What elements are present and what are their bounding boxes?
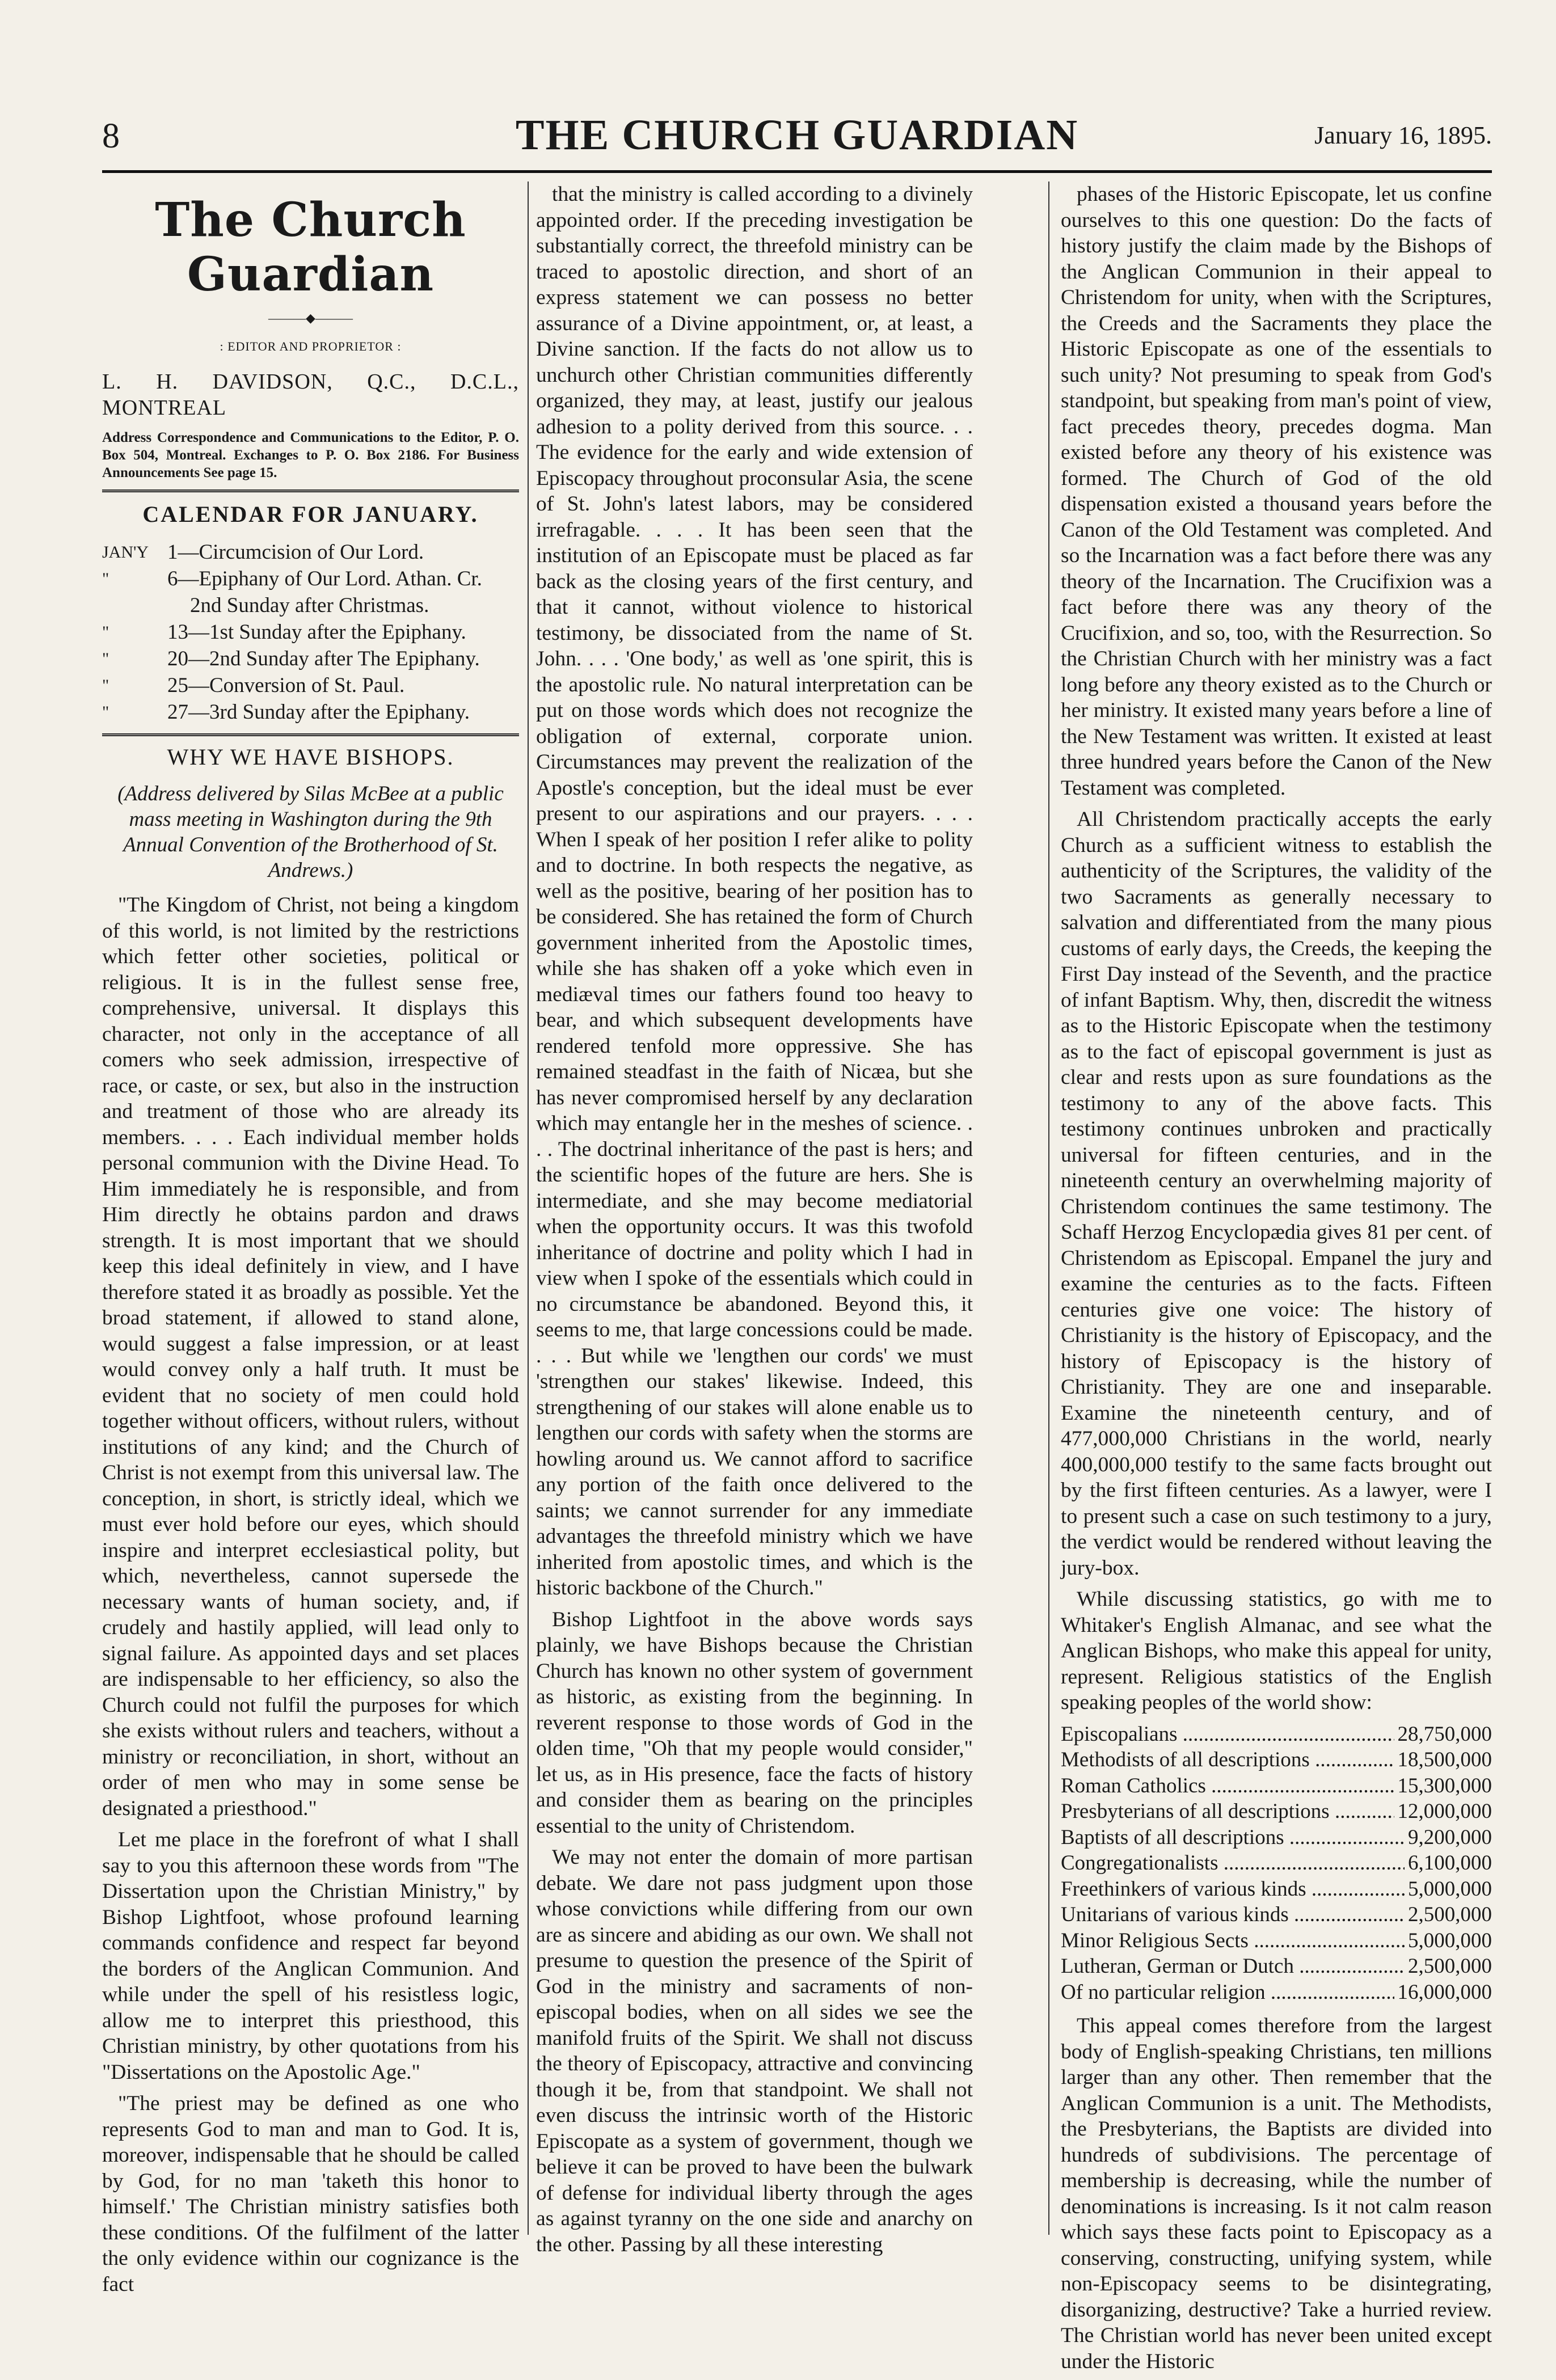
stat-row (1061, 1721, 1492, 1748)
stat-row (1061, 1953, 1492, 1980)
stat-value: 15,300,000 (1397, 1774, 1492, 1797)
calendar-entry (102, 699, 519, 725)
stat-label: Baptists of all descriptions ..... (1061, 1825, 1405, 1851)
calendar-text: 2nd Sunday after Christmas. (190, 593, 429, 617)
stat-row (1061, 1825, 1492, 1851)
article-paragraph: Bishop Lightfoot in the above words says plainly, we have Bishops because the Christian Church has known no other system of government as historic, as existing from the beginning. In reverent response to those words of God in the olden time, "Oh that my people would consider," let us, as in His presence, face the facts of history and consider them as bearing on the principles essential to the unity of Christendom. (536, 1607, 973, 1838)
header-rule (102, 170, 1492, 173)
issue-date: January 16, 1895. (1314, 121, 1492, 149)
stat-value: 16,000,000 (1397, 1980, 1492, 2004)
column-2-body (536, 182, 973, 2257)
stat-row (1061, 1902, 1492, 1928)
calendar-mark: " (102, 702, 109, 721)
calendar-entry (102, 566, 519, 592)
stat-label: Presbyterians of all descriptions ..... (1061, 1799, 1394, 1825)
stat-label: Of no particular religion ..... (1061, 1980, 1394, 2006)
stat-label: Unitarians of various kinds ..... (1061, 1902, 1405, 1928)
statistics-table (1061, 1721, 1492, 2006)
article-paragraph: that the ministry is called according to a divinely appointed order. If the preceding investigation be substantially correct, the threefold ministry can be traced to apostolic direction, and short of an express statement we can possess no better assurance of a Divine appointment, or, at least, a Divine sanction. If the facts do not allow us to unchurch other Christian communities differently organized, they may, at least, justify our jealous adhesion to a polity derived from this source. . . The evidence for the early and wide extension of Episcopacy throughout proconsular Asia, the scene of St. John's latest labors, may be considered irrefragable. . . . It has been seen that the institution of an Episcopate must be placed as far back as the closing years of the first century, and that it cannot, without violence to historical testimony, be dissociated from the name of St. John. . . . 'One body,' as well as 'one spirit, this is the apostolic rule. No natural interpretation can be put on those words which does not recognize the obligation of external, corporate union. Circumstances may prevent the realization of the Apostle's conception, but the ideal must be ever present to our aspirations and our prayers. . . . When I speak of her position I refer alike to polity and to doctrine. In both respects the negative, as well as the positive, bearing of her position has to be considered. She has retained the form of Church government inherited from the Apostolic times, while she has shaken off a yoke which even in mediæval times our fathers found too heavy to bear, and which subsequent developments have rendered tenfold more oppressive. She has remained steadfast in the faith of Nicæa, but she has never compromised herself by any declaration which may entangle her in the meshes of science. . . . The doctrinal inheritance of the past is hers; and the scientific hopes of the future are hers. She is intermediate, and she may become mediatorial when the opportunity occurs. It was this twofold inheritance of doctrine and polity which I had in view when I spoke of the essentials which could in no circumstance be abandoned. Beyond this, it seems to me, that large concessions could be made. . . . But while we 'lengthen our cords' we must 'strengthen our stakes' likewise. Indeed, this strengthening of our stakes will alone enable us to lengthen our cords with safety when the storms are howling around us. We cannot afford to sacrifice any portion of the faith once delivered to the saints; we cannot surrender for any immediate advantages the threefold ministry which we have inherited from apostolic times, and which is the historic backbone of the Church." (536, 183, 973, 1600)
editor-name: L. H. DAVIDSON, Q.C., D.C.L., MONTREAL (102, 370, 519, 420)
article-intro: (Address delivered by Silas McBee at a public mass meeting in Washington during the 9th Annual Convention of the Brotherhood of St. Andrews.) (117, 782, 504, 882)
stat-value: 2,500,000 (1408, 1955, 1492, 1978)
column-divider (528, 182, 529, 2235)
stat-value: 12,000,000 (1397, 1800, 1492, 1823)
column-1-body (102, 892, 519, 2297)
article-heading: WHY WE HAVE BISHOPS. (167, 744, 454, 770)
calendar-mark: " (102, 622, 109, 642)
stat-row (1061, 1928, 1492, 1954)
page-number: 8 (102, 117, 120, 155)
stat-label: Episcopalians ..... (1061, 1721, 1394, 1748)
article-paragraph: phases of the Historic Episcopate, let us confine ourselves to this one question: Do the facts of history justify the claim made by the Bishops of the Anglican Communion in their appeal to Christendom for unity, when with the Scriptures, the Creeds and the Sacraments they place the Historic Episcopate as one of the essentials to such unity? Not presuming to speak from God's standpoint, but speaking from man's point of view, fact precedes theory, precedes dogma. Man existed before any theory of his existence was formed. The Church of God of the old dispensation existed a thousand years before the Canon of the Old Testament was completed. And so the Incarnation was a fact before there was any theory of the Incarnation. The Crucifixion was a fact before there was any theory of the Crucifixion, and so, too, with the Resurrection. So the Christian Church with her ministry was a fact long before any theory existed as to the Church or her ministry. It existed many years before a line of the New Testament was written. It existed at least three hundred years before the Canon of the New Testament was completed. (1061, 183, 1492, 800)
stat-row (1061, 1773, 1492, 1799)
column-3-body (1061, 182, 1492, 1716)
calendar-text: 6—Epiphany of Our Lord. Athan. Cr. (167, 567, 482, 590)
stat-value: 2,500,000 (1408, 1903, 1492, 1926)
stat-label: Freethinkers of various kinds ..... (1061, 1876, 1405, 1902)
stat-label: Lutheran, German or Dutch ..... (1061, 1953, 1405, 1980)
calendar-text: 13—1st Sunday after the Epiphany. (167, 620, 466, 644)
publication-title: THE CHURCH GUARDIAN (515, 111, 1079, 159)
calendar-list (102, 539, 519, 725)
calendar-entry (102, 539, 519, 566)
article-paragraph: While discussing statistics, go with me to Whitaker's English Almanac, and see what the Anglican Bishops, who make this appeal for unity, represent. Religious statistics of the English speaking peoples of the world show: (1061, 1588, 1492, 1714)
article-paragraph: All Christendom practically accepts the early Church as a sufficient witness to establish the authenticity of the Scriptures, the validity of the two Sacraments as generally necessary to salvation and differentiated from the many pious customs of early days, the Creeds, the keeping the First Day instead of the Seventh, and the practice of infant Baptism. Why, then, discredit the witness as to the Historic Episcopate when the testimony as to the fact of episcopal government is just as clear and rests upon as sure foundations as the testimony to any of the above facts. This testimony continues unbroken and practically universal for fifteen centuries, and in the nineteenth century an overwhelming majority of Christendom continues the same testimony. The Schaff Herzog Encyclopædia gives 81 per cent. of Christendom as Episcopal. Empanel the jury and examine the centuries as to the facts. Fifteen centuries give one voice: The history of Christianity is the history of Episcopacy, and the history of Episcopacy is the history of Christianity. They are one and inseparable. Examine the nineteenth century, and of 477,000,000 Christians in the world, nearly 400,000,000 testify to the same facts brought out by the first fifteen centuries. As a lawyer, were I to present such a case on such testimony to a jury, the verdict would be rendered without leaving the jury-box. (1061, 808, 1492, 1580)
editor-label: : EDITOR AND PROPRIETOR : (220, 339, 402, 353)
stat-label: Roman Catholics ..... (1061, 1773, 1394, 1799)
stat-value: 9,200,000 (1408, 1825, 1492, 1849)
column-2 (536, 182, 973, 2263)
calendar-entry (102, 672, 519, 699)
calendar-text: 25—Conversion of St. Paul. (167, 673, 405, 697)
calendar-mark: " (102, 649, 109, 668)
calendar-text: 1—Circumcision of Our Lord. (167, 540, 424, 564)
article-paragraph: Let me place in the forefront of what I shall say to you this afternoon these words from "The Dissertation upon the Christian Ministry," by Bishop Lightfoot, whose profound learning commands confidence and respect far beyond the borders of the Anglican Communion. And while under the spell of his resistless logic, allow me to interpret this priesthood, this Christian ministry, by other quotations from his "Dissertations on the Apostolic Age." (102, 1828, 519, 2084)
address-notice: Address Correspondence and Communications to the Editor, P. O. Box 504, Montreal. Exchanges to P. O. Box 2186. For Business Announcements See page 15. (102, 430, 519, 480)
divider (102, 733, 519, 736)
stat-value: 6,100,000 (1408, 1851, 1492, 1875)
stat-label: Congregationalists ..... (1061, 1850, 1405, 1876)
article-paragraph: "The Kingdom of Christ, not being a kingdom of this world, is not limited by the restrictions which fetter other societies, political or religious. It is in the fullest sense free, comprehensive, universal. It displays this character, not only in the acceptance of all comers who seek admission, irrespective of race, or caste, or sex, but also in the instruction and treatment of those who are already its members. . . . Each individual member holds personal communion with the Divine Head. To Him immediately he is responsible, and from Him directly he obtains pardon and draws strength. It is most important that we should keep this ideal definitely in view, and I have therefore stated it as broadly as possible. Yet the broad statement, if allowed to stand alone, would suggest a false impression, or at least would convey only a half truth. It must be evident that no society of men could hold together without officers, without rulers, without institutions of any kind; and the Church of Christ is not exempt from this universal law. The conception, in short, is strictly ideal, which we must ever hold before our eyes, which should inspire and interpret ecclesiastical polity, but which, nevertheless, cannot supersede the necessary wants of human society, and, if crudely and hastily applied, will lead only to signal failure. As appointed days and set places are indispensable to her efficiency, so also the Church could not fulfil the purposes for which she exists without rulers and teachers, without a ministry or reconciliation, in short, without an order of men who may in some sense be designated a priesthood." (102, 893, 519, 1820)
stat-value: 5,000,000 (1408, 1877, 1492, 1901)
column-3-body-continued (1061, 2013, 1492, 2374)
stat-row (1061, 1799, 1492, 1825)
column-3 (1061, 182, 1492, 2380)
calendar-entry (102, 592, 519, 619)
stat-row (1061, 1850, 1492, 1876)
page-header (102, 111, 1492, 162)
stat-value: 5,000,000 (1408, 1929, 1492, 1952)
calendar-mark: " (102, 569, 109, 588)
masthead-title: The Church Guardian (155, 193, 466, 302)
stat-row (1061, 1980, 1492, 2006)
article-paragraph: We may not enter the domain of more partisan debate. We dare not pass judgment upon those whose convictions while differing from our own are as sincere and abiding as our own. We shall not presume to question the presence of the Spirit of God in the ministry and sacraments of non-episcopal bodies, when on all sides we see the manifold fruits of the Spirit. We shall not discuss the theory of Episcopacy, attractive and convincing though it be, from that standpoint. We shall not even discuss the intrinsic worth of the Historic Episcopate as a system of government, though we believe it can be proved to have been the bulwark of defense for individual liberty through the ages as against tyranny on the one side and anarchy on the other. Passing by all these interesting (536, 1846, 973, 2256)
calendar-mark: " (102, 676, 109, 695)
stat-row (1061, 1747, 1492, 1773)
calendar-text: 20—2nd Sunday after The Epiphany. (167, 647, 480, 670)
article-paragraph: "The priest may be defined as one who represents God to man and man to God. It is, moreover, indispensable that he should be called by God, for no man 'taketh this honor to himself.' The Christian ministry satisfies both these conditions. Of the fulfilment of the latter the only evidence within our cognizance is the fact (102, 2092, 519, 2296)
column-divider (1048, 182, 1049, 2235)
calendar-text: 27—3rd Sunday after the Epiphany. (167, 700, 470, 724)
calendar-entry (102, 619, 519, 645)
stat-row (1061, 1876, 1492, 1902)
stat-value: 28,750,000 (1397, 1722, 1492, 1746)
stat-label: Minor Religious Sects ..... (1061, 1928, 1405, 1954)
stat-value: 18,500,000 (1397, 1748, 1492, 1771)
divider (102, 489, 519, 492)
calendar-heading: CALENDAR FOR JANUARY. (142, 501, 479, 527)
ornament-divider: ———◆——— (268, 311, 353, 325)
calendar-entry (102, 645, 519, 672)
column-1 (102, 182, 519, 2303)
calendar-mark: JAN'Y (102, 542, 149, 562)
stat-label: Methodists of all descriptions ..... (1061, 1747, 1394, 1773)
article-paragraph: This appeal comes therefore from the largest body of English-speaking Christians, ten millions larger than any other. Then remember that the Anglican Communion is a unit. The Methodists, the Presbyterians, the Baptists are divided into hundreds of subdivisions. The percentage of membership is decreasing, while the number of denominations is increasing. Is it not calm reason which says these facts point to Episcopacy as a conserving, constructing, unifying system, while non-Episcopacy seems to be disintegrating, disorganizing, destructive? Take a hurried review. The Christian world has never been united except under the Historic (1061, 2014, 1492, 2373)
